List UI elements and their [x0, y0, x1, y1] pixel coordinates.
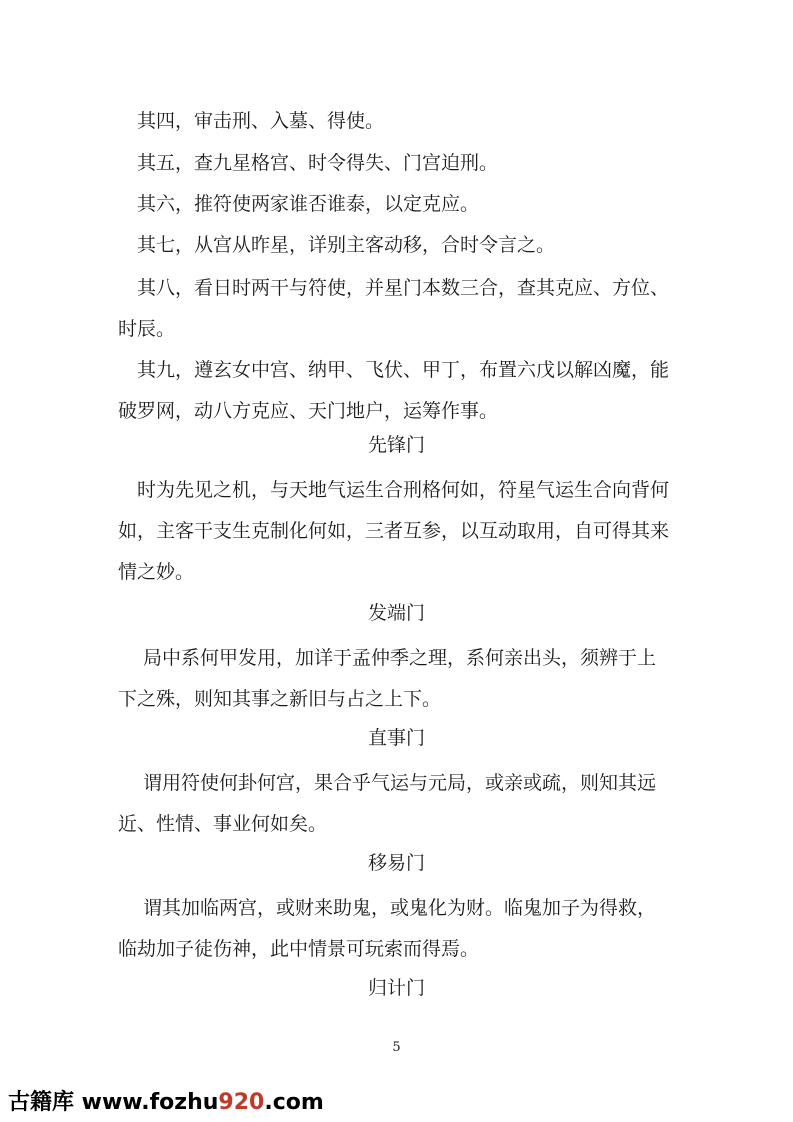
paragraph	[118, 638, 678, 720]
paragraph-line: 其四，审击刑、入墓、得使。	[118, 110, 385, 132]
paragraph-line: 其七，从宫从昨星，详别主客动移，合时令言之。	[118, 234, 556, 256]
section-heading: 发端门	[367, 602, 425, 624]
paragraph	[118, 268, 678, 350]
paragraph-line: 临劫加子徒伤神，此中情景可玩索而得焉。	[118, 938, 480, 960]
paragraph-line: 其六，推符使两家谁否谁泰，以定克应。	[118, 193, 480, 215]
paragraph	[118, 470, 678, 593]
paragraph-line: 其八，看日时两干与符使，并星门本数三合，查其克应、方位、	[118, 277, 670, 299]
watermark-suffix: .com	[264, 1090, 324, 1115]
paragraph	[118, 763, 678, 845]
paragraph	[118, 143, 678, 184]
paragraph-line: 时为先见之机，与天地气运生合刑格何如，符星气运生合向背何	[118, 479, 670, 501]
paragraph	[118, 225, 678, 266]
paragraph	[118, 350, 678, 432]
paragraph-line: 如，主客干支生克制化何如，三者互参，以互动取用，自可得其来	[118, 520, 670, 542]
paragraph-line: 其九，遵玄女中宫、纳甲、飞伏、甲丁，布置六戊以解凶魔，能	[118, 359, 670, 381]
section-heading: 移易门	[367, 852, 425, 874]
paragraph-line: 谓其加临两宫，或财来助鬼，或鬼化为财。临鬼加子为得救，	[118, 897, 657, 919]
paragraph-line: 情之妙。	[118, 561, 195, 583]
paragraph-line: 局中系何甲发用，加详于孟仲季之理，系何亲出头，须辨于上	[118, 647, 657, 669]
paragraph-line: 时辰。	[118, 318, 176, 340]
paragraph-line: 破罗网，动八方克应、天门地户，运筹作事。	[118, 400, 499, 422]
site-watermark	[8, 1085, 324, 1116]
paragraph-line: 下之殊，则知其事之新旧与占之上下。	[118, 688, 442, 710]
paragraph-line: 近、性情、事业何如矣。	[118, 813, 328, 835]
paragraph-line: 其五，查九星格宫、时令得失、门宫迫刑。	[118, 152, 499, 174]
watermark-prefix: 古籍库 www.fozhu	[8, 1090, 219, 1115]
section-heading: 直事门	[367, 727, 425, 749]
section-heading: 归计门	[367, 977, 425, 999]
section-heading: 先锋门	[367, 434, 425, 456]
paragraph	[118, 184, 678, 225]
page-number: 5	[392, 1040, 401, 1055]
watermark-number: 920	[218, 1090, 265, 1115]
paragraph	[118, 888, 678, 970]
paragraph-line: 谓用符使何卦何宫，果合乎气运与元局，或亲或疏，则知其远	[118, 772, 657, 794]
paragraph	[118, 101, 678, 142]
